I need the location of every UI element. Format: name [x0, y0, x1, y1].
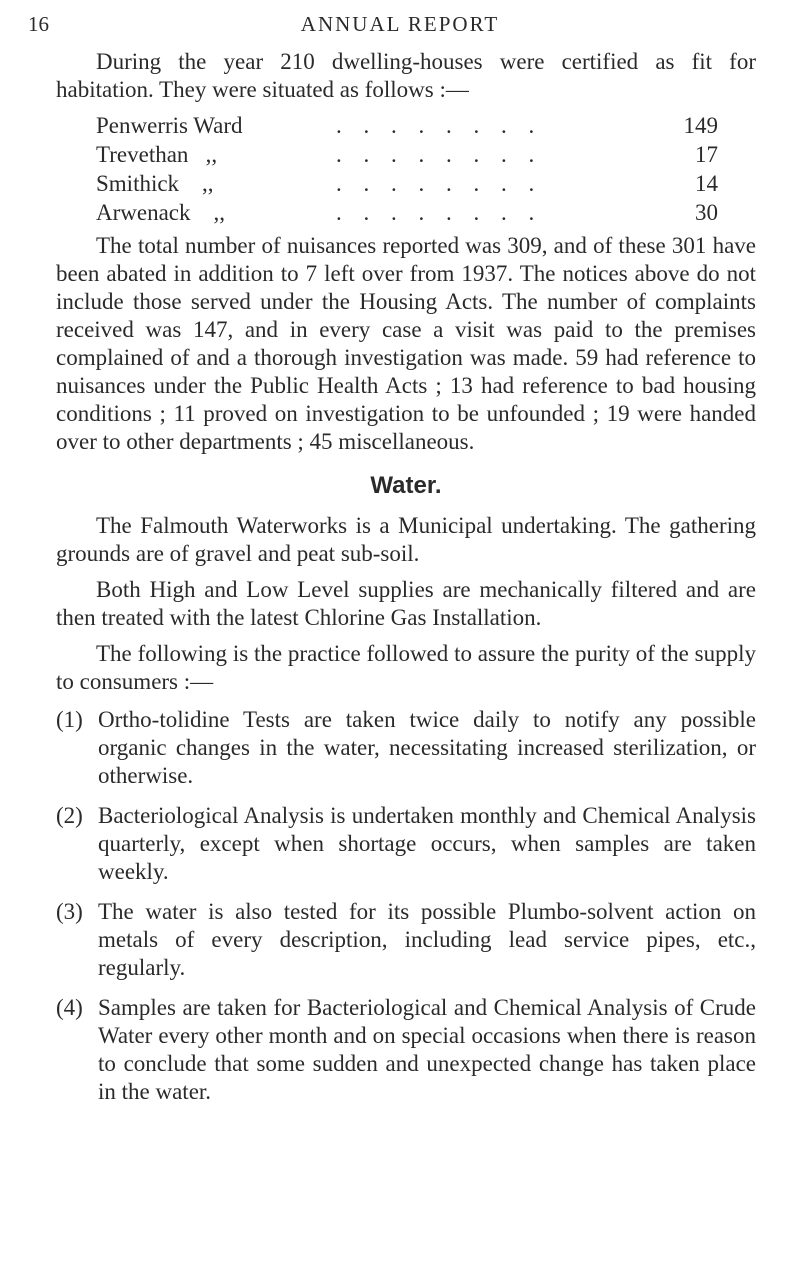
practice-text: The water is also tested for its possible Plumbo-solvent action on metals of every description, including lead service pipes, etc., regularly. [98, 899, 756, 980]
ward-row-penwerris [96, 112, 718, 141]
ward-table [96, 112, 718, 228]
practice-text: Bacteriological Analysis is undertaken monthly and Chemical Analysis quarterly, except when shortage occurs, when samples are taken weekly. [98, 803, 756, 884]
ward-name: Arwenack ,, [96, 200, 226, 225]
practice-number: (4) [56, 995, 83, 1020]
leader-dots: . . . . . . . . [336, 200, 543, 225]
water-heading: Water. [370, 472, 442, 499]
leader-dots: . . . . . . . . [336, 142, 543, 167]
running-head: ANNUAL REPORT [300, 12, 500, 36]
ward-count: 30 [695, 200, 718, 225]
intro-paragraph: During the year 210 dwelling-houses were certified as fit for habitation. They were situated as follows :— [56, 49, 756, 102]
practice-text: Ortho-tolidine Tests are taken twice daily to notify any possible organic changes in the water, necessitating increased sterilization, or otherwise. [98, 707, 756, 788]
ward-row-smithick [96, 170, 718, 199]
page-number: 16 [28, 12, 49, 36]
practice-list [56, 706, 756, 1106]
leader-dots: . . . . . . . . [336, 171, 543, 196]
water-paragraph-2: Both High and Low Level supplies are mechanically filtered and are then treated with the latest Chlorine Gas Installation. [56, 577, 756, 630]
nuisances-paragraph: The total number of nuisances reported was 309, and of these 301 have been abated in addition to 7 left over from 1937. The notices above do not include those served under the Housing Acts. The number of complaints received was 147, and in every case a visit was paid to the premises complained of and a thorough investigation was made. 59 had reference to nuisances under the Public Health Acts ; 13 had reference to bad housing conditions ; 11 proved on investigation to be unfounded ; 19 were handed over to other departments ; 45 miscellaneous. [56, 233, 756, 454]
practice-item [56, 994, 756, 1106]
practice-number: (2) [56, 803, 83, 828]
practice-item [56, 898, 756, 982]
water-paragraph-3: The following is the practice followed to assure the purity of the supply to consumers :— [56, 641, 756, 694]
practice-number: (3) [56, 899, 83, 924]
ward-count: 14 [695, 171, 718, 196]
page-body [56, 48, 756, 1118]
practice-item [56, 802, 756, 886]
practice-number: (1) [56, 707, 83, 732]
ward-row-trevethan [96, 141, 718, 170]
ward-name: Trevethan ,, [96, 142, 218, 167]
ward-count: 149 [683, 113, 718, 138]
ward-row-arwenack [96, 199, 718, 228]
practice-text: Samples are taken for Bacteriological and Chemical Analysis of Crude Water every other month and on special occasions when there is reason to conclude that some sudden and unexpected change has taken place in the water. [98, 995, 756, 1104]
leader-dots: . . . . . . . . [336, 113, 543, 138]
ward-name: Penwerris Ward [96, 113, 243, 138]
ward-name: Smithick ,, [96, 171, 214, 196]
water-paragraph-1: The Falmouth Waterworks is a Municipal undertaking. The gathering grounds are of gravel and peat sub-soil. [56, 513, 756, 566]
practice-item [56, 706, 756, 790]
ward-count: 17 [695, 142, 718, 167]
